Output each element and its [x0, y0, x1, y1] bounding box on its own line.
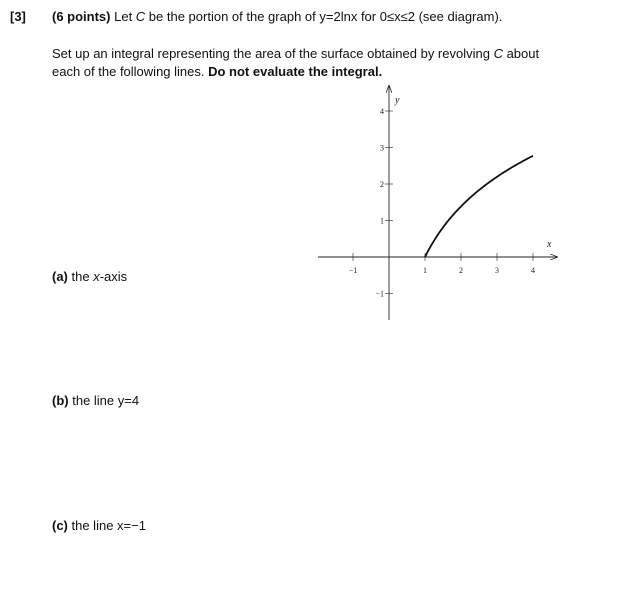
y-tick-label: 1	[380, 216, 384, 226]
y-ticks	[375, 107, 393, 299]
curve-name: C	[135, 9, 146, 24]
x-tick-label: 3	[495, 266, 499, 275]
instructions-text-b: about	[502, 46, 540, 61]
problem-number: [3]	[10, 9, 26, 24]
instructions-text-a: Set up an integral representing the area of the surface obtained by revolving	[52, 46, 494, 61]
part-b-text: the line	[68, 393, 118, 408]
intro-text-b: be the portion of the graph of	[145, 9, 320, 24]
equation: y=2lnx	[319, 9, 358, 24]
part-c	[52, 518, 146, 533]
y-tick-label: 2	[380, 180, 384, 189]
instructions-curve-name: C	[493, 46, 503, 61]
part-b-label: (b)	[52, 393, 69, 408]
y-axis-label: y	[395, 95, 400, 106]
part-a	[52, 269, 127, 284]
x-tick-label: 1	[423, 266, 427, 275]
part-b-equation: y=4	[117, 393, 140, 408]
intro-text-a: Let	[110, 9, 136, 24]
x-tick-label: −1	[348, 266, 358, 275]
part-a-label: (a)	[52, 269, 68, 284]
part-c-label: (c)	[52, 518, 68, 533]
y-tick-label: 3	[380, 143, 384, 153]
part-a-text-b: -axis	[99, 269, 128, 284]
x-axis-label: x	[547, 239, 552, 250]
points-label: (6 points)	[52, 9, 111, 24]
part-c-text: the line	[67, 518, 118, 533]
part-b	[52, 393, 139, 408]
x-ticks	[349, 253, 535, 275]
intro-text-c: for	[357, 9, 380, 24]
y-tick-label: −1	[375, 289, 384, 299]
instructions-warning: Do not evaluate the integral.	[208, 64, 383, 79]
domain: 0≤x≤2	[379, 9, 415, 24]
y-tick-label: 4	[380, 107, 384, 116]
part-a-text-a: the	[67, 269, 94, 284]
part-c-equation: x=−1	[117, 518, 146, 533]
instructions-text-c: each of the following lines.	[52, 64, 209, 79]
x-tick-label: 4	[531, 266, 535, 275]
intro-text-d: (see diagram).	[414, 9, 503, 24]
part-a-var: x	[93, 269, 100, 284]
curve-c	[425, 156, 533, 257]
x-tick-label: 2	[459, 266, 463, 275]
